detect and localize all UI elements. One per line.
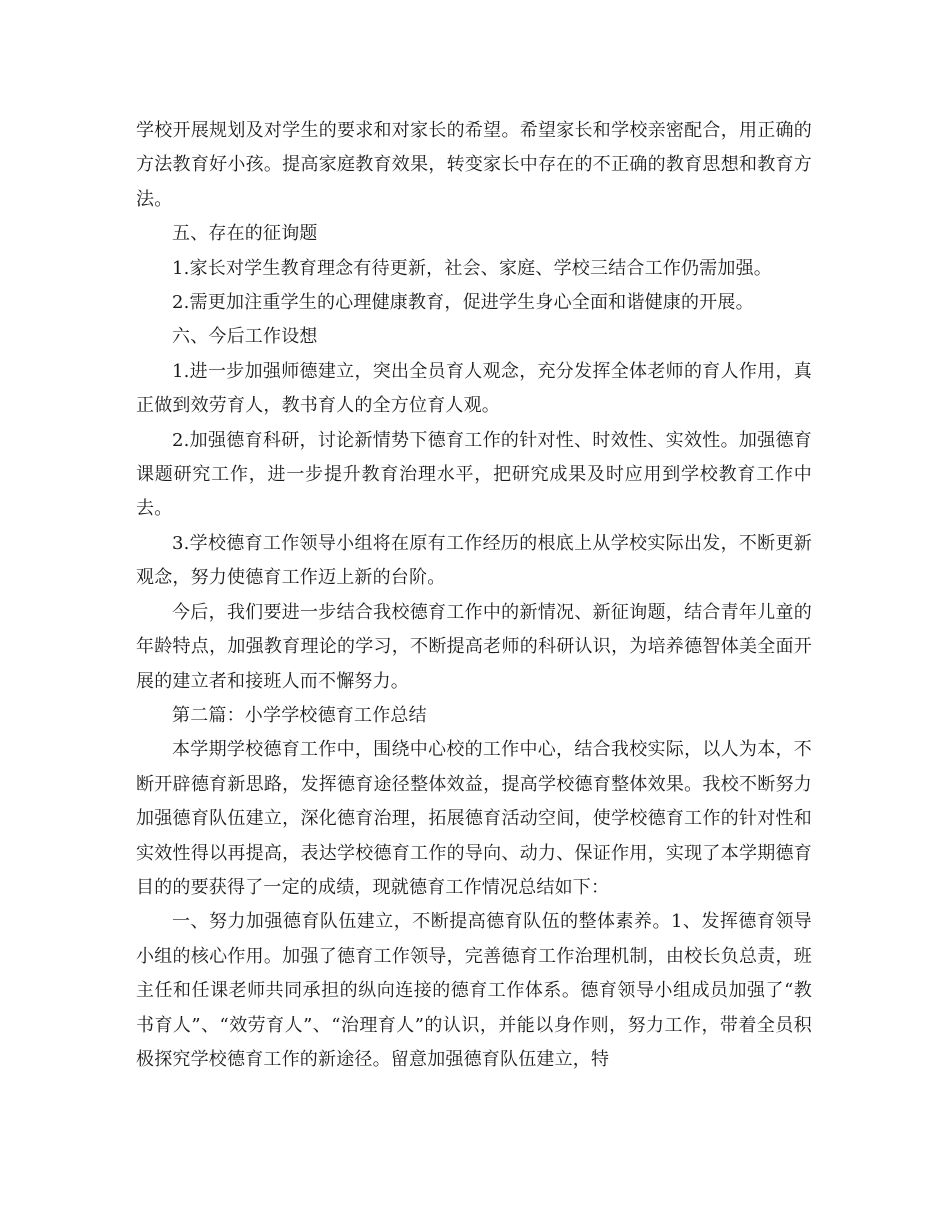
paragraph-problem-2: 2.需更加注重学生的心理健康教育，促进学生身心全面和谐健康的开展。 [172, 292, 754, 314]
paragraph-plan-2: 2.加强德育科研，讨论新情势下德育工作的针对性、时效性、实效性。加强德育课题研究工作，进一步提升教育治理水平，把研究成果及时应用到学校教育工作中去。 [136, 429, 812, 520]
paragraph-plan-3: 3.学校德育工作领导小组将在原有工作经历的根底上从学校实际出发，不断更新观念，努力使德育工作迈上新的台阶。 [136, 532, 812, 589]
paragraph-problem-1: 1.家长对学生教育理念有待更新，社会、家庭、学校三结合工作仍需加强。 [172, 257, 772, 279]
paragraph-section-one: 一、努力加强德育队伍建立，不断提高德育队伍的整体素养。1、发挥德育领导小组的核心作用。加强了德育工作领导，完善德育工作治理机制，由校长负总责，班主任和任课老师共同承担的纵向连接的德育工作体系。德育领导小组成员加强了“教书育人”、“效劳育人”、“治理育人”的认识，并能以身作则，努力工作，带着全员积极探究学校德育工作的新途径。留意加强德育队伍建立，特 [136, 911, 812, 1070]
document-body [136, 114, 812, 1077]
paragraph-intro-part-two: 本学期学校德育工作中，围绕中心校的工作中心，结合我校实际，以人为本，不断开辟德育新思路，发挥德育途径整体效益，提高学校德育整体效果。我校不断努力加强德育队伍建立，深化德育治理，拓展德育活动空间，使学校德育工作的针对性和实效性得以再提高，表达学校德育工作的导向、动力、保证作用，实现了本学期德育目的的要获得了一定的成绩，现就德育工作情况总结如下： [136, 739, 812, 898]
section-heading-problems: 五、存在的征询题 [172, 223, 318, 245]
paragraph-continued-plan: 学校开展规划及对学生的要求和对家长的希望。希望家长和学校亲密配合，用正确的方法教育好小孩。提高家庭教育效果，转变家长中存在的不正确的教育思想和教育方法。 [136, 120, 812, 210]
paragraph-plan-1: 1.进一步加强师德建立，突出全员育人观念，充分发挥全体老师的育人作用，真正做到效劳育人，教书育人的全方位育人观。 [136, 360, 812, 417]
section-heading-future-plans: 六、今后工作设想 [172, 326, 318, 348]
paragraph-conclusion: 今后，我们要进一步结合我校德育工作中的新情况、新征询题，结合青年儿童的年龄特点，加强教育理论的学习，不断提高老师的科研认识，为培养德智体美全面开展的建立者和接班人而不懈努力。 [136, 601, 812, 692]
article-title-part-two: 第二篇：小学学校德育工作总结 [172, 704, 427, 726]
